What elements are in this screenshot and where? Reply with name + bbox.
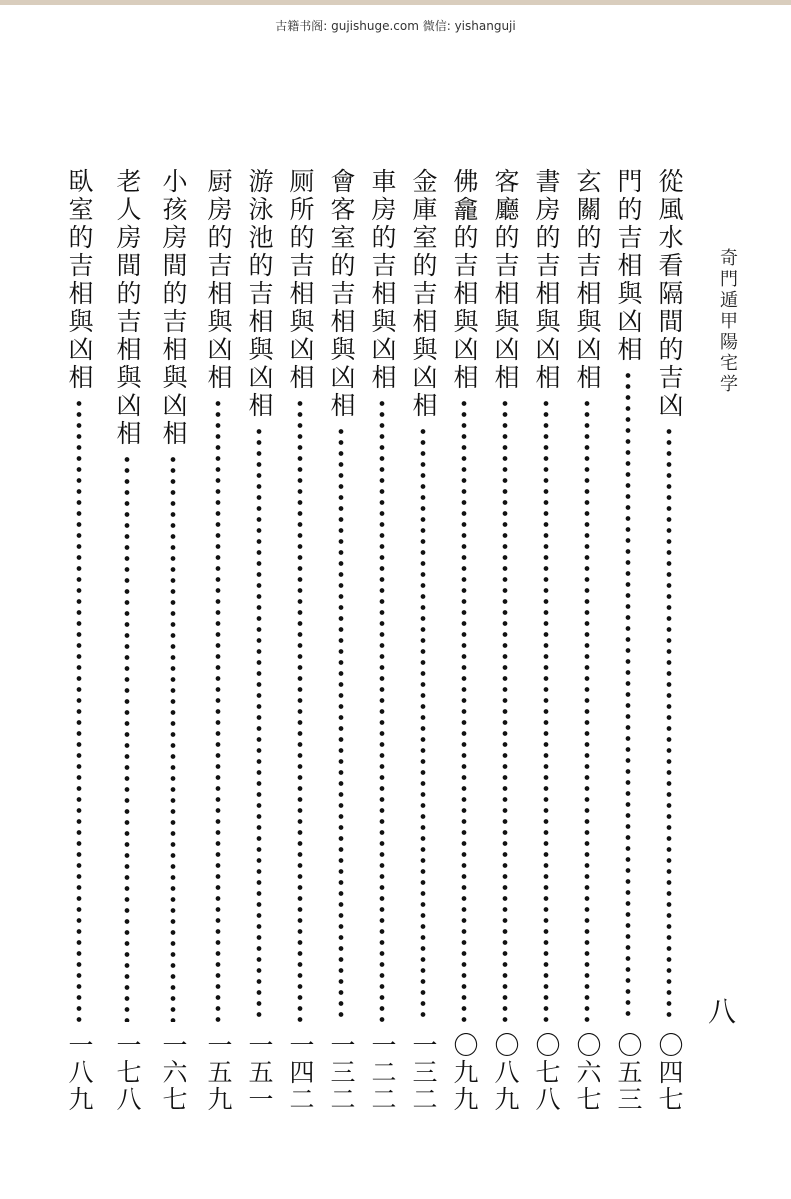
dot-leader <box>256 426 262 1022</box>
dot-leader <box>338 426 344 1022</box>
entry-page-number: 一六七 <box>159 1032 188 1113</box>
entry-page-number: 一四二 <box>286 1032 315 1113</box>
entry-title: 厨房的吉相與凶相 <box>204 168 233 392</box>
dot-leader <box>543 398 549 1022</box>
toc-entry <box>570 168 604 1128</box>
dot-leader <box>420 426 426 1022</box>
toc-entry <box>652 168 686 1128</box>
dot-leader <box>666 426 672 1022</box>
toc-entry <box>62 168 96 1128</box>
dot-leader <box>170 454 176 1022</box>
entry-title: 臥室的吉相與凶相 <box>65 168 94 392</box>
toc-entry <box>611 168 645 1128</box>
dot-leader <box>584 398 590 1022</box>
dot-leader <box>124 454 130 1022</box>
toc-entry <box>283 168 317 1128</box>
entry-title: 客廳的吉相與凶相 <box>491 168 520 392</box>
entry-page-number: 〇九九 <box>450 1032 479 1113</box>
dot-leader <box>461 398 467 1022</box>
toc-entry <box>201 168 235 1128</box>
entry-page-number: 〇七八 <box>532 1032 561 1113</box>
entry-page-number: 一二二 <box>368 1032 397 1113</box>
toc-entry <box>110 168 144 1128</box>
entry-page-number: 〇四七 <box>655 1032 684 1113</box>
entry-title: 小孩房間的吉相與凶相 <box>159 168 188 448</box>
entry-title: 門的吉相與凶相 <box>614 168 643 364</box>
toc-entry <box>447 168 481 1128</box>
dot-leader <box>76 398 82 1022</box>
entry-page-number: 一五九 <box>204 1032 233 1113</box>
entry-page-number: 一七八 <box>113 1032 142 1113</box>
entry-title: 厕所的吉相與凶相 <box>286 168 315 392</box>
toc-entry <box>242 168 276 1128</box>
entry-page-number: 〇八九 <box>491 1032 520 1113</box>
page-number: 八 <box>708 995 737 1028</box>
toc-entry <box>156 168 190 1128</box>
entry-title: 車房的吉相與凶相 <box>368 168 397 392</box>
entry-title: 佛龕的吉相與凶相 <box>450 168 479 392</box>
dot-leader <box>297 398 303 1022</box>
running-title: 奇門遁甲陽宅学 <box>717 248 738 395</box>
entry-title: 玄關的吉相與凶相 <box>573 168 602 392</box>
toc-entry <box>406 168 440 1128</box>
toc-entry <box>529 168 563 1128</box>
entry-page-number: 一八九 <box>65 1032 94 1113</box>
entry-page-number: 一五一 <box>245 1032 274 1113</box>
entry-title: 會客室的吉相與凶相 <box>327 168 356 420</box>
entry-page-number: 一三二 <box>327 1032 356 1113</box>
entry-page-number: 一三二 <box>409 1032 438 1113</box>
toc-entry <box>488 168 522 1128</box>
entry-title: 金庫室的吉相與凶相 <box>409 168 438 420</box>
entry-title: 書房的吉相與凶相 <box>532 168 561 392</box>
dot-leader <box>215 398 221 1022</box>
dot-leader <box>625 370 631 1022</box>
dot-leader <box>379 398 385 1022</box>
dot-leader <box>502 398 508 1022</box>
entry-page-number: 〇五三 <box>614 1032 643 1113</box>
toc-entry <box>324 168 358 1128</box>
entry-title: 老人房間的吉相與凶相 <box>113 168 142 448</box>
entry-title: 游泳池的吉相與凶相 <box>245 168 274 420</box>
watermark: 古籍书阁: gujishuge.com 微信: yishanguji <box>275 19 516 33</box>
top-border <box>0 0 791 5</box>
toc-entry <box>365 168 399 1128</box>
entry-page-number: 〇六七 <box>573 1032 602 1113</box>
entry-title: 從風水看隔間的吉凶 <box>655 168 684 420</box>
